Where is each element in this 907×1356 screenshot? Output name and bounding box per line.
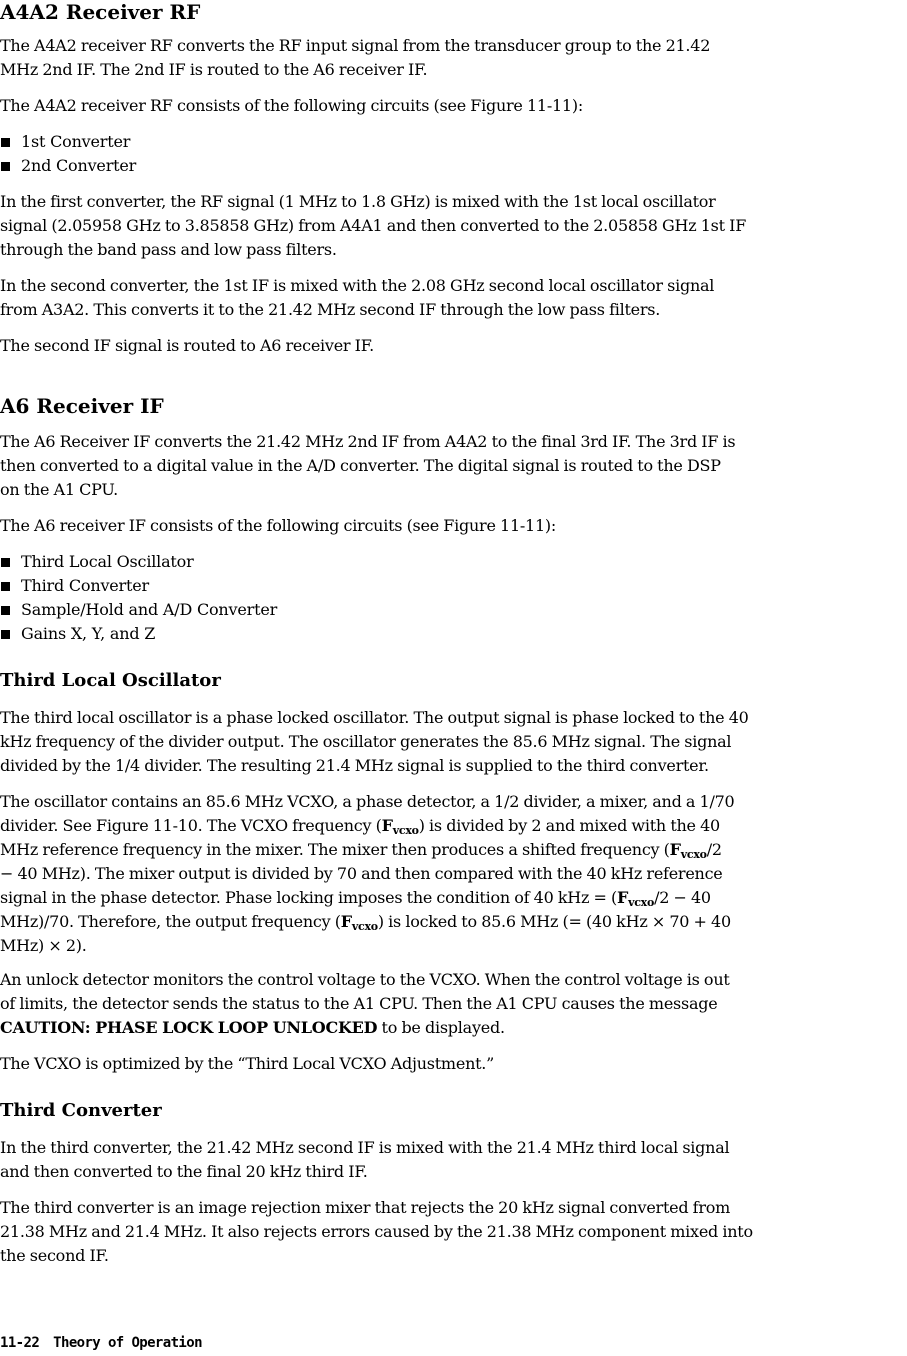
list-item-label: Third Converter [21, 576, 149, 595]
text-line: kHz frequency of the divider output. The oscillator generates the 85.6 MHz signal. The signal [0, 732, 732, 751]
text-fragment: /2 [706, 840, 722, 859]
text-line: In the third converter, the 21.42 MHz second IF is mixed with the 21.4 MHz third local signal [0, 1138, 730, 1157]
paragraph-a6-intro [0, 430, 735, 502]
bullet-square-icon [1, 162, 10, 171]
text-fragment: divider. See Figure 11-10. The VCXO frequency ( [0, 816, 382, 835]
paragraph-first-converter [0, 190, 746, 262]
text-fragment: ) is locked to 85.6 MHz (= (40 kHz × 70 + 40 [377, 912, 731, 931]
paragraph-a4a2-circuits [0, 94, 583, 118]
list-item-label: Third Local Oscillator [21, 552, 194, 571]
text-line: MHz 2nd IF. The 2nd IF is routed to the A6 receiver IF. [0, 60, 428, 79]
text-fragment: signal in the phase detector. Phase locking imposes the condition of 40 kHz = ( [0, 888, 617, 907]
bullet-square-icon [1, 606, 10, 615]
text-line: on the A1 CPU. [0, 480, 118, 499]
text-line [0, 838, 734, 862]
list-item [0, 598, 277, 622]
text-line: The VCXO is optimized by the “Third Local VCXO Adjustment.” [0, 1054, 495, 1073]
symbol-fvcxo [341, 912, 378, 931]
text-line: The third local oscillator is a phase locked oscillator. The output signal is phase locked to the 40 [0, 708, 749, 727]
list-item [0, 154, 136, 178]
text-line: MHz) × 2). [0, 936, 87, 955]
page-number: 11-22 [0, 1335, 40, 1351]
paragraph-unlock-detector [0, 968, 730, 1040]
paragraph-vcxo-description [0, 790, 734, 958]
text-line: the second IF. [0, 1246, 109, 1265]
text-fragment: MHz)/70. Therefore, the output frequency ( [0, 912, 341, 931]
text-line: The A4A2 receiver RF converts the RF input signal from the transducer group to the 21.42 [0, 36, 711, 55]
symbol-subscript: vcxo [628, 896, 655, 909]
list-item-label: 1st Converter [21, 132, 131, 151]
text-line: of limits, the detector sends the status to the A1 CPU. Then the A1 CPU causes the message [0, 994, 718, 1013]
subsection-title-third-converter: Third Converter [0, 1100, 162, 1121]
bullet-list-a6 [0, 550, 277, 646]
list-item [0, 130, 136, 154]
paragraph-a4a2-intro [0, 34, 710, 82]
text-line: divided by the 1/4 divider. The resulting 21.4 MHz signal is supplied to the third converter. [0, 756, 709, 775]
text-line [0, 1016, 730, 1040]
symbol-main: F [616, 888, 629, 907]
text-line: In the first converter, the RF signal (1 MHz to 1.8 GHz) is mixed with the 1st local oscillator [0, 192, 716, 211]
text-fragment: MHz reference frequency in the mixer. The mixer then produces a shifted frequency ( [0, 840, 670, 859]
paragraph-image-rejection-mixer [0, 1196, 753, 1268]
text-line: from A3A2. This converts it to the 21.42 MHz second IF through the low pass filters. [0, 300, 661, 319]
bullet-square-icon [1, 582, 10, 591]
text-line: The second IF signal is routed to A6 receiver IF. [0, 336, 374, 355]
symbol-subscript: vcxo [680, 848, 707, 861]
list-item-label: Gains X, Y, and Z [21, 624, 156, 643]
text-line: An unlock detector monitors the control voltage to the VCXO. When the control voltage is out [0, 970, 730, 989]
list-item-label: Sample/Hold and A/D Converter [21, 600, 278, 619]
symbol-fvcxo [617, 888, 654, 907]
text-line: and then converted to the final 20 kHz third IF. [0, 1162, 368, 1181]
text-fragment: /2 − 40 [654, 888, 711, 907]
text-line: − 40 MHz). The mixer output is divided by 70 and then compared with the 40 kHz reference [0, 864, 723, 883]
text-line: signal (2.05958 GHz to 3.85858 GHz) from A4A1 and then converted to the 2.05858 GHz 1st IF [0, 216, 747, 235]
paragraph-second-converter [0, 274, 714, 322]
symbol-main: F [669, 840, 681, 859]
text-line: then converted to a digital value in the A/D converter. The digital signal is routed to the DSP [0, 456, 721, 475]
text-line [0, 910, 734, 934]
text-line: The oscillator contains an 85.6 MHz VCXO, a phase detector, a 1/2 divider, a mixer, and a 1/70 [0, 792, 735, 811]
text-fragment: to be displayed. [377, 1018, 505, 1037]
text-line [0, 886, 734, 910]
bullet-square-icon [1, 138, 10, 147]
symbol-main: F [381, 816, 393, 835]
chapter-title: Theory of Operation [53, 1335, 202, 1351]
symbol-fvcxo [670, 840, 707, 859]
caution-message: CAUTION: PHASE LOCK LOOP UNLOCKED [0, 1018, 378, 1037]
text-line: The A6 receiver IF consists of the following circuits (see Figure 11-11): [0, 516, 557, 535]
paragraph-a6-circuits [0, 514, 556, 538]
text-line: The third converter is an image rejection mixer that rejects the 20 kHz signal converted from [0, 1198, 731, 1217]
symbol-subscript: vcxo [392, 824, 419, 837]
paragraph-third-converter-intro [0, 1136, 729, 1184]
list-item [0, 550, 277, 574]
text-fragment: ) is divided by 2 and mixed with the 40 [418, 816, 720, 835]
text-line: 21.38 MHz and 21.4 MHz. It also rejects errors caused by the 21.38 MHz component mixed into [0, 1222, 753, 1241]
list-item [0, 574, 277, 598]
section-title-a4a2-receiver-rf: A4A2 Receiver RF [0, 0, 201, 24]
paragraph-second-if-routing [0, 334, 374, 358]
paragraph-vcxo-adjustment [0, 1052, 494, 1076]
symbol-main: F [340, 912, 352, 931]
text-line [0, 814, 734, 838]
section-title-a6-receiver-if: A6 Receiver IF [0, 394, 164, 418]
symbol-subscript: vcxo [351, 920, 378, 933]
text-line: The A4A2 receiver RF consists of the following circuits (see Figure 11-11): [0, 96, 583, 115]
subsection-title-third-local-oscillator: Third Local Oscillator [0, 670, 221, 691]
bullet-square-icon [1, 630, 10, 639]
symbol-fvcxo [382, 816, 419, 835]
list-item [0, 622, 277, 646]
page-footer [0, 1333, 202, 1353]
paragraph-third-lo-intro [0, 706, 749, 778]
text-line: The A6 Receiver IF converts the 21.42 MHz 2nd IF from A4A2 to the final 3rd IF. The 3rd IF is [0, 432, 736, 451]
bullet-list-a4a2 [0, 130, 136, 178]
text-line: through the band pass and low pass filters. [0, 240, 337, 259]
list-item-label: 2nd Converter [21, 156, 137, 175]
text-line: In the second converter, the 1st IF is mixed with the 2.08 GHz second local oscillator signal [0, 276, 715, 295]
bullet-square-icon [1, 558, 10, 567]
